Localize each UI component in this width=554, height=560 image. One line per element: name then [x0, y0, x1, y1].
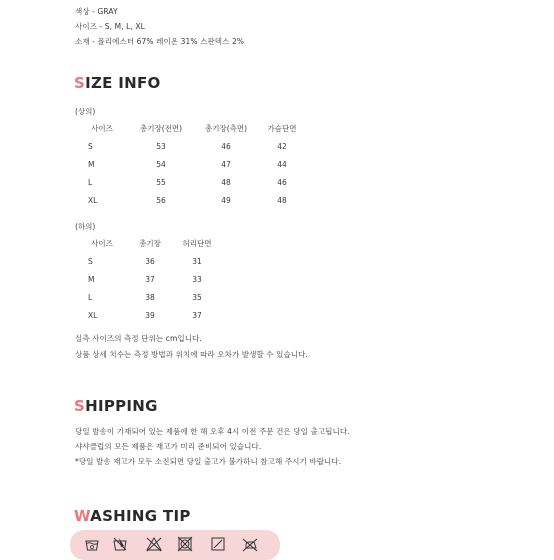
table-cell: 53 [156, 141, 166, 151]
table-cell: M [88, 159, 95, 169]
table-cell: 44 [277, 159, 287, 169]
table-cell: 36 [145, 256, 155, 266]
table-row [76, 270, 222, 288]
table-cell: 47 [221, 159, 231, 169]
table-row [76, 155, 306, 173]
table-header-row [76, 119, 306, 137]
low-iron-icon [242, 536, 258, 552]
table-cell: 37 [145, 274, 155, 284]
table-cell: 54 [156, 159, 166, 169]
column-header: 사이즈 [91, 238, 113, 248]
no-bleach-icon [146, 536, 162, 552]
column-header: 총기장(측면) [204, 123, 248, 133]
table-cell: 39 [145, 310, 155, 320]
dry-flat-icon [210, 536, 226, 552]
table-cell: 42 [277, 141, 287, 151]
size-info-heading-initial: S [74, 74, 86, 92]
size-info-heading-rest: IZE INFO [85, 74, 161, 92]
column-header: 허리단면 [182, 238, 212, 248]
table-cell: 33 [192, 274, 202, 284]
shipping-line: 샤샤클럽의 모든 제품은 재고가 미리 준비되어 있습니다. [75, 442, 262, 451]
measurement-unit-note: 실측 사이즈의 측정 단위는 cm입니다. [75, 334, 202, 343]
washing-tip-heading-initial: W [74, 507, 91, 525]
table-cell: 37 [192, 310, 202, 320]
size-info-heading [74, 74, 161, 92]
table-cell: S [88, 141, 93, 151]
table-cell: 35 [192, 292, 202, 302]
color-info: 색상 - GRAY [75, 7, 118, 16]
table-cell: 49 [221, 195, 231, 205]
bottom-table-tag: (하의) [75, 222, 96, 231]
hand-wash-icon [84, 536, 100, 552]
measurement-error-note: 상품 상세 치수는 측정 방법과 위치에 따라 오차가 발생할 수 있습니다. [75, 350, 308, 359]
top-table-tag: (상의) [75, 107, 96, 116]
washing-tip-heading [74, 507, 191, 525]
top-size-table [76, 119, 306, 209]
table-row [76, 173, 306, 191]
table-cell: 46 [277, 177, 287, 187]
column-header: 사이즈 [91, 123, 113, 133]
shipping-heading [74, 397, 158, 415]
table-cell: XL [88, 310, 98, 320]
table-cell: L [88, 292, 93, 302]
table-row [76, 137, 306, 155]
table-cell: 56 [156, 195, 166, 205]
table-row [76, 191, 306, 209]
column-header: 가슴단면 [267, 123, 297, 133]
column-header: 총기장(전면) [139, 123, 183, 133]
shipping-line: 당일 발송이 기재되어 있는 제품에 한 해 오후 4시 이전 주문 건은 당일 출고됩니다. [75, 427, 350, 436]
table-cell: 46 [221, 141, 231, 151]
shipping-line: *당일 발송 재고가 모두 소진되면 당일 출고가 불가하니 참고해 주시기 바랍니다. [75, 457, 342, 466]
table-cell: 48 [221, 177, 231, 187]
table-cell: XL [88, 195, 98, 205]
table-row [76, 288, 222, 306]
washing-tip-heading-rest: ASHING TIP [90, 507, 191, 525]
table-cell: M [88, 274, 95, 284]
shipping-heading-initial: S [74, 397, 86, 415]
table-header-row [76, 234, 222, 252]
no-tumble-dry-icon [177, 536, 193, 552]
table-cell: L [88, 177, 93, 187]
table-cell: 55 [156, 177, 166, 187]
table-cell: 31 [192, 256, 202, 266]
column-header: 총기장 [139, 238, 161, 248]
table-cell: 48 [277, 195, 287, 205]
bottom-size-table [76, 234, 222, 324]
table-cell: 38 [145, 292, 155, 302]
table-cell: S [88, 256, 93, 266]
shipping-heading-rest: HIPPING [85, 397, 158, 415]
no-machine-wash-icon [112, 536, 128, 552]
table-row [76, 306, 222, 324]
table-row [76, 252, 222, 270]
size-list-info: 사이즈 - S, M, L, XL [75, 22, 145, 31]
material-info: 소재 - 폴리에스터 67% 레이온 31% 스판덱스 2% [75, 37, 245, 46]
